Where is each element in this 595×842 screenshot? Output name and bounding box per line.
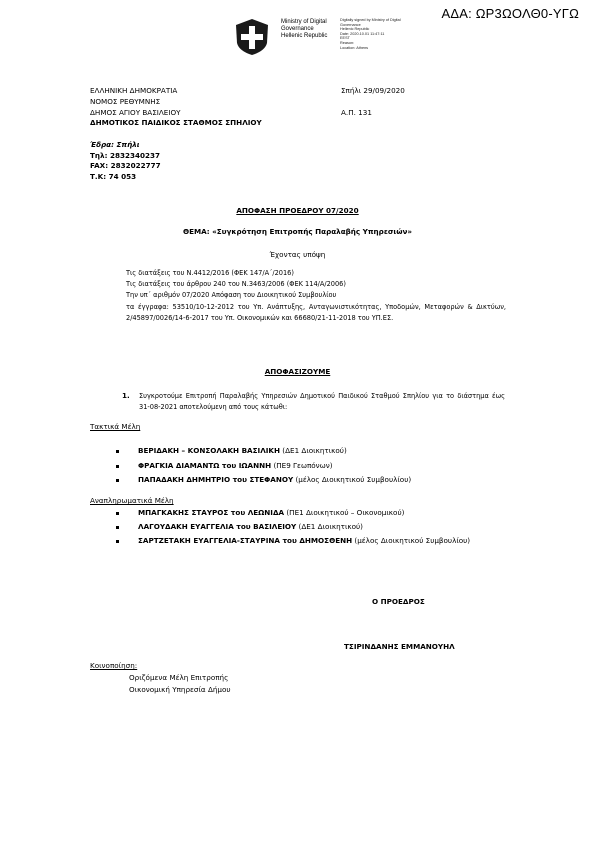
member-name: ΠΑΠΑΔΑΚΗ ΔΗΜΗΤΡΙΟ του ΣΤΕΦΑΝΟΥ: [138, 475, 294, 484]
consideration-item: Τις διατάξεις του άρθρου 240 του Ν.3463/2006 (ΦΕΚ 114/Α/2006): [126, 280, 346, 288]
header-municipality: ΔΗΜΟΣ ΑΓΙΟΥ ΒΑΣΙΛΕΙΟΥ: [90, 108, 181, 117]
member-role: (ΠΕ1 Διοικητικού – Οικονομικού): [284, 508, 405, 517]
we-decide-heading: ΑΠΟΦΑΣΙΖΟΥΜΕ: [264, 367, 331, 376]
member-name: ΒΕΡΙΔΑΚΗ – ΚΟΝΣΟΛΑΚΗ ΒΑΣΙΛΙΚΗ: [138, 446, 281, 455]
regular-members-heading: Τακτικά Μέλη: [90, 422, 141, 431]
consideration-item: τα έγγραφα: 53510/10-12-2012 του Υπ. Ανάπτυξης, Ανταγωνιστικότητας, Υποδομών, Μεταφορών & Δικτύων, 2/45897/0026/14-6-2017 του Υπ. Οικονομικών και 66680/21-11-2018 του ΥΠ.ΕΣ.: [126, 303, 506, 322]
signature-line: Hellenic Republic: [281, 33, 328, 39]
bullet-icon: [116, 450, 119, 453]
notification-recipient: Οριζόμενα Μέλη Επιτροπής: [129, 673, 229, 682]
header-institution: ΔΗΜΟΤΙΚΟΣ ΠΑΙΔΙΚΟΣ ΣΤΑΘΜΟΣ ΣΠΗΛΙΟΥ: [90, 118, 262, 127]
bullet-icon: [116, 526, 119, 529]
member-name: ΣΑΡΤΖΕΤΑΚΗ ΕΥΑΓΓΕΛΙΑ-ΣΤΑΥΡΙΝΑ του ΔΗΜΟΣΘΕΝΗ: [138, 536, 353, 545]
ada-code: ΑΔΑ: ΩΡ3ΩΟΛΘ0-ΥΓΩ: [441, 6, 579, 21]
signature-detail: Reason:: [340, 40, 355, 45]
bullet-icon: [116, 540, 119, 543]
member-row: [138, 446, 347, 455]
member-row: [138, 475, 411, 484]
member-role: (ΠΕ9 Γεωπόνων): [271, 461, 333, 470]
bullet-icon: [116, 479, 119, 482]
member-role: (μέλος Διοικητικού Συμβουλίου): [352, 536, 471, 545]
president-title: Ο ΠΡΟΕΔΡΟΣ: [372, 597, 425, 606]
bullet-icon: [116, 512, 119, 515]
notification-heading: Κοινοποίηση:: [90, 661, 138, 670]
contact-fax: FAX: 2832022777: [90, 161, 161, 170]
signature-detail: EEST: [340, 36, 350, 41]
decision-item-text: Συγκροτούμε Επιτροπή Παραλαβής Υπηρεσιών Δημοτικού Παιδικού Σταθμού Σπηλίου για το διάστημα έως 31-08-2021 αποτελούμενη από τους κάτωθι:: [139, 392, 505, 411]
signature-stamp-left: [281, 19, 327, 40]
consideration-item: Την υπ΄ αριθμόν 07/2020 Απόφαση του Διοικητικού Συμβουλίου: [126, 291, 337, 299]
considering-label: Έχοντας υπόψη: [269, 250, 326, 259]
contact-postcode: Τ.Κ: 74 053: [90, 172, 137, 181]
signature-detail: Governance: [340, 22, 361, 27]
member-role: (μέλος Διοικητικού Συμβουλίου): [293, 475, 412, 484]
member-role: (ΔΕ1 Διοικητικού): [296, 522, 363, 531]
member-row: [138, 461, 333, 470]
bullet-icon: [116, 465, 119, 468]
member-row: [138, 508, 404, 517]
signature-detail: Digitally signed by Ministry of Digital: [340, 18, 401, 22]
header-prefecture: ΝΟΜΟΣ ΡΕΘΥΜΝΗΣ: [90, 97, 161, 106]
contact-phone: Τηλ: 2832340237: [90, 151, 160, 160]
member-name: ΜΠΑΓΚΑΚΗΣ ΣΤΑΥΡΟΣ του ΛΕΩΝΙΔΑ: [138, 508, 285, 517]
signature-line: Governance: [281, 26, 314, 32]
signature-stamp-right: [340, 18, 401, 50]
contact-seat: Έδρα: Σπήλι: [90, 140, 140, 149]
hellenic-republic-emblem: [232, 17, 272, 57]
signature-line: Ministry of Digital: [281, 19, 327, 25]
signature-detail: Hellenic Republic: [340, 27, 370, 32]
subject-line: ΘΕΜΑ: «Συγκρότηση Επιτροπής Παραλαβής Υπηρεσιών»: [182, 227, 413, 236]
protocol-number: Α.Π. 131: [341, 108, 372, 117]
member-role: (ΔΕ1 Διοικητικού): [280, 446, 347, 455]
notification-recipient: Οικονομική Υπηρεσία Δήμου: [129, 685, 231, 694]
signature-detail: Location: Athens: [340, 45, 369, 50]
alternate-members-heading: Αναπληρωματικά Μέλη: [90, 496, 174, 505]
document-date: Σπήλι 29/09/2020: [341, 86, 405, 95]
header-country: ΕΛΛΗΝΙΚΗ ΔΗΜΟΚΡΑΤΙΑ: [90, 86, 178, 95]
member-row: [138, 522, 363, 531]
member-name: ΦΡΑΓΚΙΑ ΔΙΑΜΑΝΤΩ του ΙΩΑΝΝΗ: [138, 461, 272, 470]
consideration-item: Τις διατάξεις του Ν.4412/2016 (ΦΕΚ 147/Α΄/2016): [126, 269, 294, 277]
president-name: ΤΣΙΡΙΝΔΑΝΗΣ ΕΜΜΑΝΟΥΗΛ: [344, 642, 455, 651]
member-name: ΛΑΓΟΥΔΑΚΗ ΕΥΑΓΓΕΛΙΑ του ΒΑΣΙΛΕΙΟΥ: [138, 522, 297, 531]
signature-detail: Date: 2020.10.01 11:47:11: [340, 31, 385, 36]
member-row: [138, 536, 470, 545]
decision-title: ΑΠΟΦΑΣΗ ΠΡΟΕΔΡΟΥ 07/2020: [236, 206, 359, 215]
decision-item-number: 1.: [122, 391, 130, 400]
